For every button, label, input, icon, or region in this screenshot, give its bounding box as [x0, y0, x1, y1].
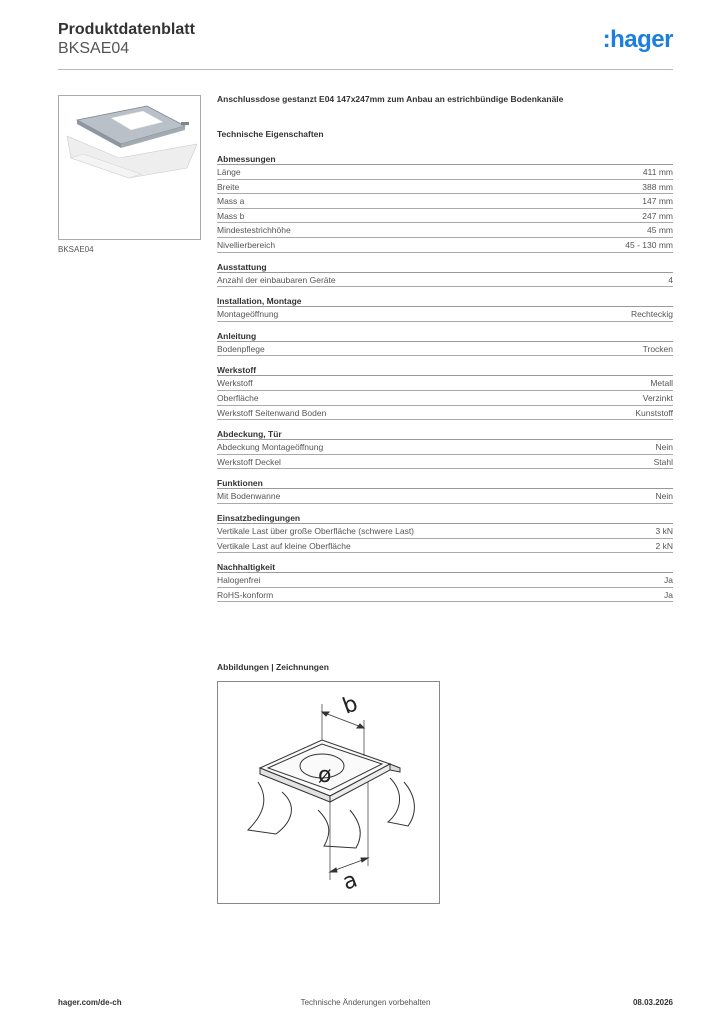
property-row	[217, 440, 673, 455]
section-title: Abmessungen	[217, 153, 673, 165]
property-label: Halogenfrei	[217, 575, 261, 586]
property-row	[217, 376, 673, 391]
property-value: 45 - 130 mm	[625, 239, 673, 250]
property-row	[217, 307, 673, 322]
footer-website-link[interactable]: hager.com/de-ch	[58, 998, 122, 1007]
property-value: Metall	[650, 378, 673, 389]
section-title: Funktionen	[217, 477, 673, 489]
property-label: Breite	[217, 181, 240, 192]
properties-column	[217, 92, 673, 602]
property-row	[217, 539, 673, 554]
property-value: 3 kN	[655, 525, 673, 536]
property-row	[217, 209, 673, 224]
property-section	[217, 364, 673, 420]
property-value: 247 mm	[642, 210, 673, 221]
property-label: Vertikale Last auf kleine Oberfläche	[217, 540, 351, 551]
product-description: Anschlussdose gestanzt E04 147x247mm zum Anbau an estrichbündige Bodenkanäle	[217, 94, 564, 104]
section-title: Nachhaltigkeit	[217, 561, 673, 573]
property-value: 2 kN	[655, 540, 673, 551]
dimension-drawing	[218, 682, 439, 903]
product-image-caption: BKSAE04	[58, 245, 94, 254]
dimension-a-label: a	[339, 867, 361, 896]
property-row	[217, 573, 673, 588]
property-section	[217, 512, 673, 553]
property-value: 4	[668, 274, 673, 285]
property-section	[217, 261, 673, 288]
property-row	[217, 194, 673, 209]
property-value: 388 mm	[642, 181, 673, 192]
section-title: Installation, Montage	[217, 295, 673, 307]
property-row	[217, 391, 673, 406]
product-photo-illustration	[59, 96, 200, 239]
property-label: Bodenpflege	[217, 343, 265, 354]
property-row	[217, 524, 673, 539]
property-section	[217, 295, 673, 322]
property-label: Nivellierbereich	[217, 239, 276, 250]
technical-properties-heading: Technische Eigenschaften	[217, 129, 324, 139]
figures-heading: Abbildungen | Zeichnungen	[217, 662, 329, 672]
property-row	[217, 489, 673, 504]
property-label: Vertikale Last über große Oberfläche (schwere Last)	[217, 525, 415, 536]
diameter-symbol: ø	[318, 763, 332, 788]
property-section	[217, 477, 673, 504]
property-value: 411 mm	[642, 167, 673, 177]
section-title: Werkstoff	[217, 364, 673, 376]
hager-logo: :hager	[602, 26, 673, 53]
property-section	[217, 330, 673, 357]
section-title: Anleitung	[217, 330, 673, 342]
property-row	[217, 223, 673, 238]
property-label: Montageöffnung	[217, 309, 279, 320]
dimension-b-label: b	[339, 691, 362, 720]
property-label: Oberfläche	[217, 392, 259, 403]
property-row	[217, 406, 673, 421]
property-value: Rechteckig	[630, 309, 673, 320]
section-title: Einsatzbedingungen	[217, 512, 673, 524]
property-label: Mass a	[217, 196, 245, 207]
property-value: Stahl	[653, 456, 673, 467]
property-value: Ja	[664, 589, 673, 600]
property-label: Mit Bodenwanne	[217, 491, 281, 502]
property-row	[217, 165, 673, 180]
article-number: BKSAE04	[58, 40, 130, 57]
property-row	[217, 342, 673, 357]
property-row	[217, 455, 673, 470]
property-label: Länge	[217, 167, 241, 177]
property-value: 147 mm	[642, 196, 673, 207]
footer-date: 08.03.2026	[632, 998, 673, 1007]
property-label: RoHS-konform	[217, 589, 274, 600]
page-header	[58, 20, 673, 70]
property-label: Abdeckung Montageöffnung	[217, 442, 324, 453]
property-value: Trocken	[642, 343, 673, 354]
property-label: Werkstoff Seitenwand Boden	[217, 407, 327, 418]
document-title: Produktdatenblatt	[58, 21, 195, 38]
section-title: Abdeckung, Tür	[217, 428, 673, 440]
property-value: Nein	[655, 442, 673, 453]
technical-drawing	[217, 681, 440, 904]
property-value: Nein	[655, 491, 673, 502]
property-row	[217, 180, 673, 195]
property-value: 45 mm	[647, 225, 673, 236]
property-value: Verzinkt	[642, 392, 673, 403]
property-section	[217, 428, 673, 469]
property-section	[217, 153, 673, 253]
property-row	[217, 273, 673, 288]
property-sections	[217, 153, 673, 602]
footer-notice: Technische Änderungen vorbehalten	[300, 998, 431, 1007]
property-label: Werkstoff	[217, 378, 253, 389]
section-title: Ausstattung	[217, 261, 673, 273]
property-label: Werkstoff Deckel	[217, 456, 281, 467]
property-label: Anzahl der einbaubaren Geräte	[217, 274, 336, 285]
page-footer	[58, 998, 673, 1012]
property-row	[217, 588, 673, 603]
property-section	[217, 561, 673, 602]
property-label: Mindestestrichhöhe	[217, 225, 291, 236]
property-row	[217, 238, 673, 253]
property-value: Kunststoff	[635, 407, 673, 418]
product-image	[58, 95, 201, 240]
property-value: Ja	[664, 575, 673, 586]
property-label: Mass b	[217, 210, 245, 221]
